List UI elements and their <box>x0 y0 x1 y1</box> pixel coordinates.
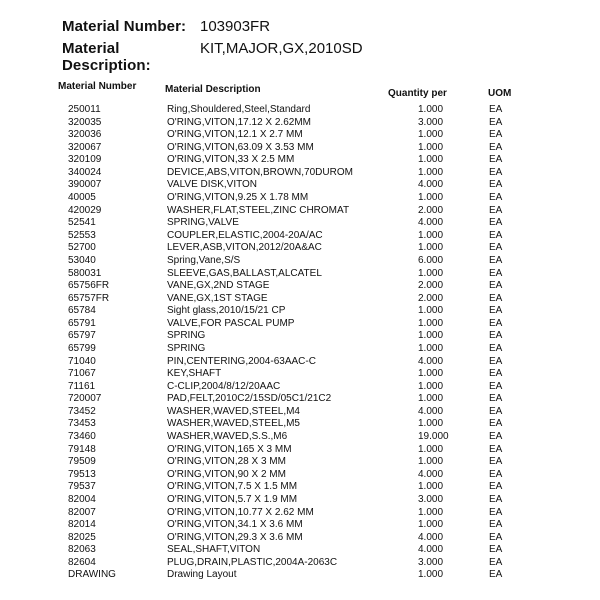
material-number-cell: 53040 <box>68 254 96 266</box>
quantity-cell: 1.000 <box>418 519 444 531</box>
material-description-cell: Ring,Shouldered,Steel,Standard <box>167 104 311 115</box>
material-number-cell: 82004 <box>68 493 96 505</box>
material-description-label: Material Description: <box>62 40 151 74</box>
quantity-cell: 1.000 <box>418 154 444 166</box>
table-row <box>0 117 600 130</box>
quantity-cell: 1.000 <box>418 481 444 493</box>
uom-cell: EA <box>489 305 503 317</box>
table-row <box>0 569 600 582</box>
table-row <box>0 205 600 218</box>
uom-cell: EA <box>489 330 503 342</box>
column-header-quantity-per: Quantity per <box>388 88 447 99</box>
material-description-cell: KEY,SHAFT <box>167 368 222 380</box>
material-number-cell: 65757FR <box>68 292 110 304</box>
material-description-cell: WASHER,FLAT,STEEL,ZINC CHROMAT <box>167 204 350 216</box>
table-row <box>0 242 600 255</box>
quantity-cell: 1.000 <box>418 129 444 141</box>
material-number-cell: 250011 <box>68 104 101 115</box>
quantity-cell: 6.000 <box>418 254 444 266</box>
uom-cell: EA <box>489 267 503 279</box>
material-number-cell: 79513 <box>68 468 96 480</box>
material-number-cell: 580031 <box>68 267 102 279</box>
uom-cell: EA <box>489 481 503 493</box>
material-number-label: Material Number: <box>62 18 187 35</box>
material-number-cell: 71040 <box>68 355 96 367</box>
uom-cell: EA <box>489 431 503 443</box>
material-description-cell: WASHER,WAVED,STEEL,M4 <box>167 405 300 417</box>
uom-cell: EA <box>489 506 503 518</box>
table-row <box>0 381 600 394</box>
material-number-cell: 320067 <box>68 141 102 153</box>
uom-cell: EA <box>489 531 503 543</box>
table-row <box>0 293 600 306</box>
table-row <box>0 255 600 268</box>
quantity-cell: 4.000 <box>418 217 444 229</box>
material-number-value: 103903FR <box>200 18 271 35</box>
uom-cell: EA <box>489 116 503 128</box>
material-description-cell: LEVER,ASB,VITON,2012/20A&AC <box>167 242 322 254</box>
material-description-cell: O'RING,VITON,33 X 2.5 MM <box>167 154 295 166</box>
material-description-cell: WASHER,WAVED,S.S.,M6 <box>167 431 288 443</box>
table-row <box>0 418 600 431</box>
column-header-material-number: Material Number <box>58 81 137 92</box>
table-row <box>0 368 600 381</box>
column-header-uom: UOM <box>488 88 512 99</box>
uom-cell: EA <box>489 556 503 568</box>
uom-cell: EA <box>489 204 503 216</box>
material-number-cell: 420029 <box>68 204 102 216</box>
material-number-cell: 65799 <box>68 342 96 354</box>
uom-cell: EA <box>489 104 503 115</box>
material-description-cell: PAD,FELT,2010C2/15SD/05C1/21C2 <box>167 393 332 405</box>
quantity-cell: 1.000 <box>418 506 444 518</box>
quantity-cell: 1.000 <box>418 342 444 354</box>
uom-cell: EA <box>489 443 503 455</box>
table-row <box>0 343 600 356</box>
material-description-cell: O'RING,VITON,63.09 X 3.53 MM <box>167 141 314 153</box>
uom-cell: EA <box>489 166 503 178</box>
uom-cell: EA <box>489 569 503 581</box>
material-description-cell: SPRING <box>167 342 206 354</box>
quantity-cell: 1.000 <box>418 242 444 254</box>
table-row <box>0 318 600 331</box>
quantity-cell: 2.000 <box>418 292 444 304</box>
material-number-cell: 65791 <box>68 317 96 329</box>
uom-cell: EA <box>489 154 503 166</box>
quantity-cell: 1.000 <box>418 443 444 455</box>
material-number-cell: 65756FR <box>68 280 110 292</box>
material-number-cell: 320036 <box>68 129 102 141</box>
uom-cell: EA <box>489 317 503 329</box>
uom-cell: EA <box>489 229 503 241</box>
quantity-cell: 4.000 <box>418 405 444 417</box>
quantity-cell: 1.000 <box>418 267 444 279</box>
material-number-cell: 73453 <box>68 418 96 430</box>
material-number-cell: 71161 <box>68 380 96 392</box>
uom-cell: EA <box>489 192 503 204</box>
table-row <box>0 406 600 419</box>
material-number-cell: 390007 <box>68 179 102 191</box>
material-number-cell: 65784 <box>68 305 96 317</box>
quantity-cell: 2.000 <box>418 204 444 216</box>
material-description-cell: Spring,Vane,S/S <box>167 254 241 266</box>
material-description-cell: SPRING <box>167 330 206 342</box>
quantity-cell: 4.000 <box>418 468 444 480</box>
material-description-cell: O'RING,VITON,28 X 3 MM <box>167 456 286 468</box>
material-description-cell: VANE,GX,1ST STAGE <box>167 292 268 304</box>
material-number-cell: 82014 <box>68 519 96 531</box>
quantity-cell: 3.000 <box>418 556 444 568</box>
quantity-cell: 4.000 <box>418 179 444 191</box>
table-row <box>0 280 600 293</box>
quantity-cell: 1.000 <box>418 192 444 204</box>
material-description-value: KIT,MAJOR,GX,2010SD <box>200 40 363 57</box>
quantity-cell: 1.000 <box>418 141 444 153</box>
material-description-cell: O'RING,VITON,17.12 X 2.62MM <box>167 116 311 128</box>
material-description-cell: O'RING,VITON,34.1 X 3.6 MM <box>167 519 303 531</box>
table-row <box>0 532 600 545</box>
material-number-cell: 52553 <box>68 229 96 241</box>
uom-cell: EA <box>489 179 503 191</box>
material-description-cell: PIN,CENTERING,2004-63AAC-C <box>167 355 316 367</box>
uom-cell: EA <box>489 493 503 505</box>
material-number-cell: 79148 <box>68 443 96 455</box>
material-description-cell: Sight glass,2010/15/21 CP <box>167 305 286 317</box>
material-description-cell: C-CLIP,2004/8/12/20AAC <box>167 380 281 392</box>
table-row <box>0 356 600 369</box>
material-number-cell: DRAWING <box>68 569 116 581</box>
uom-cell: EA <box>489 468 503 480</box>
bill-of-materials-table <box>0 104 600 582</box>
material-description-cell: O'RING,VITON,29.3 X 3.6 MM <box>167 531 303 543</box>
material-description-cell: SLEEVE,GAS,BALLAST,ALCATEL <box>167 267 322 279</box>
quantity-cell: 4.000 <box>418 355 444 367</box>
table-row <box>0 330 600 343</box>
table-row <box>0 456 600 469</box>
quantity-cell: 19.000 <box>418 431 449 443</box>
material-description-cell: PLUG,DRAIN,PLASTIC,2004A-2063C <box>167 556 338 568</box>
material-description-cell: Drawing Layout <box>167 569 237 581</box>
table-row <box>0 104 600 117</box>
material-description-cell: DEVICE,ABS,VITON,BROWN,70DUROM <box>167 166 353 178</box>
uom-cell: EA <box>489 380 503 392</box>
quantity-cell: 1.000 <box>418 104 444 115</box>
table-row <box>0 494 600 507</box>
table-row <box>0 217 600 230</box>
material-number-cell: 82025 <box>68 531 96 543</box>
material-number-header <box>62 18 270 40</box>
material-description-header <box>62 40 363 74</box>
uom-cell: EA <box>489 418 503 430</box>
table-row <box>0 481 600 494</box>
quantity-cell: 4.000 <box>418 531 444 543</box>
uom-cell: EA <box>489 342 503 354</box>
table-row <box>0 557 600 570</box>
table-row <box>0 192 600 205</box>
uom-cell: EA <box>489 292 503 304</box>
material-description-cell: VALVE,FOR PASCAL PUMP <box>167 317 295 329</box>
material-description-cell: O'RING,VITON,90 X 2 MM <box>167 468 286 480</box>
material-description-cell: O'RING,VITON,7.5 X 1.5 MM <box>167 481 298 493</box>
quantity-cell: 1.000 <box>418 456 444 468</box>
material-number-cell: 82063 <box>68 544 96 556</box>
material-number-cell: 79537 <box>68 481 96 493</box>
material-description-cell: O'RING,VITON,165 X 3 MM <box>167 443 292 455</box>
uom-cell: EA <box>489 355 503 367</box>
uom-cell: EA <box>489 129 503 141</box>
quantity-cell: 1.000 <box>418 569 444 581</box>
table-row <box>0 431 600 444</box>
uom-cell: EA <box>489 519 503 531</box>
material-number-cell: 340024 <box>68 166 102 178</box>
material-description-cell: O'RING,VITON,9.25 X 1.78 MM <box>167 192 309 204</box>
material-description-cell: O'RING,VITON,10.77 X 2.62 MM <box>167 506 314 518</box>
material-number-cell: 73452 <box>68 405 96 417</box>
material-description-cell: SEAL,SHAFT,VITON <box>167 544 261 556</box>
table-row <box>0 444 600 457</box>
material-description-cell: WASHER,WAVED,STEEL,M5 <box>167 418 300 430</box>
material-number-cell: 720007 <box>68 393 102 405</box>
quantity-cell: 1.000 <box>418 380 444 392</box>
uom-cell: EA <box>489 456 503 468</box>
table-row <box>0 230 600 243</box>
material-number-cell: 52541 <box>68 217 96 229</box>
uom-cell: EA <box>489 217 503 229</box>
material-description-cell: O'RING,VITON,12.1 X 2.7 MM <box>167 129 303 141</box>
table-row <box>0 167 600 180</box>
quantity-cell: 1.000 <box>418 305 444 317</box>
material-number-cell: 65797 <box>68 330 96 342</box>
material-number-cell: 82007 <box>68 506 96 518</box>
material-number-cell: 82604 <box>68 556 96 568</box>
table-row <box>0 393 600 406</box>
quantity-cell: 1.000 <box>418 368 444 380</box>
material-number-cell: 71067 <box>68 368 96 380</box>
material-description-cell: O'RING,VITON,5.7 X 1.9 MM <box>167 493 298 505</box>
material-description-cell: SPRING,VALVE <box>167 217 239 229</box>
uom-cell: EA <box>489 405 503 417</box>
table-row <box>0 519 600 532</box>
uom-cell: EA <box>489 280 503 292</box>
quantity-cell: 1.000 <box>418 317 444 329</box>
column-header-material-description: Material Description <box>165 84 261 95</box>
uom-cell: EA <box>489 368 503 380</box>
uom-cell: EA <box>489 141 503 153</box>
quantity-cell: 1.000 <box>418 229 444 241</box>
table-row <box>0 154 600 167</box>
material-number-cell: 79509 <box>68 456 96 468</box>
material-description-cell: COUPLER,ELASTIC,2004-20A/AC <box>167 229 323 241</box>
uom-cell: EA <box>489 242 503 254</box>
table-row <box>0 469 600 482</box>
material-number-cell: 40005 <box>68 192 96 204</box>
uom-cell: EA <box>489 254 503 266</box>
table-row <box>0 142 600 155</box>
uom-cell: EA <box>489 544 503 556</box>
uom-cell: EA <box>489 393 503 405</box>
material-number-cell: 52700 <box>68 242 96 254</box>
quantity-cell: 1.000 <box>418 418 444 430</box>
material-number-cell: 320109 <box>68 154 102 166</box>
quantity-cell: 1.000 <box>418 166 444 178</box>
material-number-cell: 320035 <box>68 116 102 128</box>
quantity-cell: 4.000 <box>418 544 444 556</box>
quantity-cell: 2.000 <box>418 280 444 292</box>
table-row <box>0 305 600 318</box>
material-description-cell: VANE,GX,2ND STAGE <box>167 280 270 292</box>
table-row <box>0 507 600 520</box>
material-description-cell: VALVE DISK,VITON <box>167 179 258 191</box>
material-number-cell: 73460 <box>68 431 96 443</box>
quantity-cell: 1.000 <box>418 330 444 342</box>
quantity-cell: 1.000 <box>418 393 444 405</box>
quantity-cell: 3.000 <box>418 116 444 128</box>
table-row <box>0 129 600 142</box>
table-row <box>0 544 600 557</box>
table-row <box>0 179 600 192</box>
table-row <box>0 268 600 281</box>
quantity-cell: 3.000 <box>418 493 444 505</box>
